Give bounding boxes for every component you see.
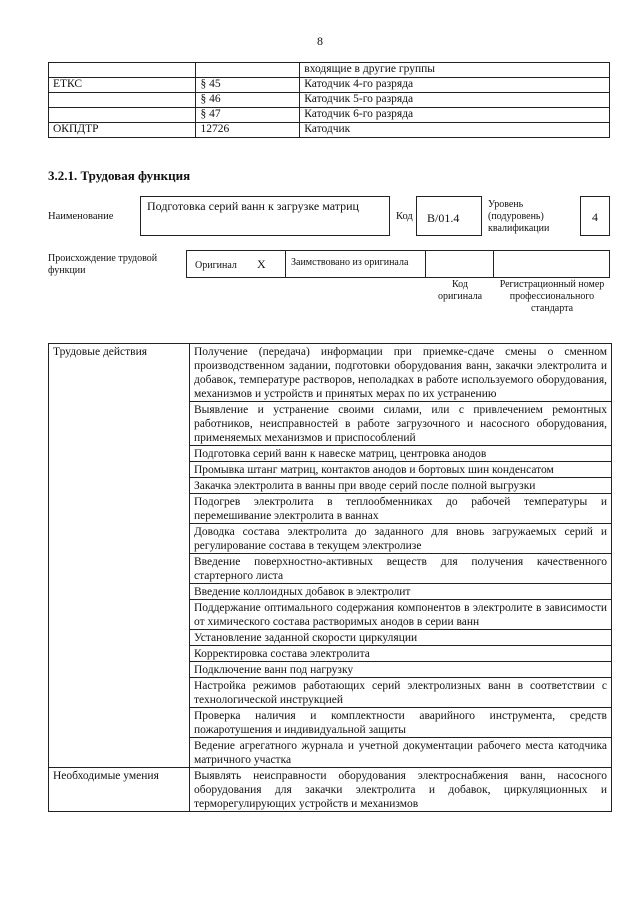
classification-code: § 47: [196, 108, 300, 123]
labor-action-item: Выявление и устранение своими силами, или с привлечением ремонтных работников, неисправностей в работе загрузочного и насосного оборудования, применяемых механизмов и приспособлений: [190, 402, 612, 446]
original-mark: X: [257, 257, 266, 271]
function-name-value: Подготовка серий ванн к загрузке матриц: [147, 199, 359, 213]
classification-title: входящие в другие группы: [300, 63, 610, 78]
labor-action-item: Подогрев электролита в теплообменниках до рабочей температуры и перемешивание электролита в ваннах: [190, 494, 612, 524]
name-label: Наименование: [48, 211, 114, 222]
classification-title: Катодчик 5-го разряда: [300, 93, 610, 108]
classification-name: ОКПДТР: [49, 123, 196, 138]
borrowed-box: [285, 250, 426, 278]
classification-code: 12726: [196, 123, 300, 138]
labor-action-item: Доводка состава электролита до заданного для вновь загружаемых серий и регулирование состава в текущем электролизе: [190, 524, 612, 554]
skill-item: Выявлять неисправности оборудования электроснабжения ванн, насосного оборудования для закачки электролита и добавок, циркуляционных и терморегулирующих устройств и механизмов: [190, 768, 612, 812]
labor-action-item: Корректировка состава электролита: [190, 646, 612, 662]
level-label: Уровень (подуровень) квалификации: [488, 199, 550, 234]
classification-code: § 45: [196, 78, 300, 93]
labor-action-item: Подключение ванн под нагрузку: [190, 662, 612, 678]
labor-action-item: Введение коллоидных добавок в электролит: [190, 584, 612, 600]
classification-code: § 46: [196, 93, 300, 108]
code-caption: Код оригинала: [437, 279, 483, 302]
borrowed-label: Заимствовано из оригинала: [291, 257, 409, 268]
classification-row: [49, 78, 610, 93]
labor-action-item: Ведение агрегатного журнала и учетной документации рабочего места катодчика матричного участка: [190, 738, 612, 768]
page-number: 8: [317, 34, 323, 48]
classification-row: [49, 93, 610, 108]
labor-action-item: Промывка штанг матриц, контактов анодов и бортовых шин конденсатом: [190, 462, 612, 478]
labor-action-item: Введение поверхностно-активных веществ для получения качественного стартерного листа: [190, 554, 612, 584]
labor-action-item: Подготовка серий ванн к навеске матриц, центровка анодов: [190, 446, 612, 462]
function-name-box: [140, 196, 390, 236]
code-label: Код: [396, 211, 413, 222]
classification-row: [49, 63, 610, 78]
classification-row: [49, 108, 610, 123]
labor-action-item: Установление заданной скорости циркуляции: [190, 630, 612, 646]
labor-action-item: Получение (передача) информации при приемке-сдаче смены о сменном производственном задании, подготовки оборудования ванн, закачки электролита и добавок, температуре растворов, неполадках в работе используемого оборудования, механизмов и устройств и принятых мерах по их устранению: [190, 344, 612, 402]
classification-title: Катодчик 4-го разряда: [300, 78, 610, 93]
level-box: [580, 196, 610, 236]
code-box: [416, 196, 482, 236]
code-value: В/01.4: [427, 211, 460, 225]
classification-name: [49, 63, 196, 78]
original-code-box: [425, 250, 494, 278]
classification-name: [49, 108, 196, 123]
classification-row: [49, 123, 610, 138]
section-title: 3.2.1. Трудовая функция: [48, 168, 191, 183]
labor-action-item: Закачка электролита в ванны при вводе серий после полной выгрузки: [190, 478, 612, 494]
classification-code: [196, 63, 300, 78]
origin-label: Происхождение трудовой функции: [48, 253, 158, 276]
labor-action-item: Поддержание оптимального содержания компонентов в электролите в зависимости от химического состава растворимых анодов в серии ванн: [190, 600, 612, 630]
classification-name: ЕТКС: [49, 78, 196, 93]
labor-action-item: Проверка наличия и комплектности аварийного инструмента, средств пожаротушения и индивидуальной защиты: [190, 708, 612, 738]
table-row: [49, 344, 612, 402]
reg-number-box: [493, 250, 610, 278]
original-label: Оригинал: [195, 260, 237, 271]
level-value: 4: [592, 210, 598, 224]
function-details-table: [48, 343, 612, 812]
classification-table: [48, 62, 610, 138]
table-row: [49, 768, 612, 812]
classification-name: [49, 93, 196, 108]
reg-caption: Регистрационный номер профессионального стандарта: [499, 279, 605, 314]
classification-title: Катодчик 6-го разряда: [300, 108, 610, 123]
labor-action-item: Настройка режимов работающих серий электролизных ванн в соответствии с технологической инструкцией: [190, 678, 612, 708]
original-box: [186, 250, 286, 278]
labor-action-label: Трудовые действия: [49, 344, 190, 768]
skill-label: Необходимые умения: [49, 768, 190, 812]
classification-title: Катодчик: [300, 123, 610, 138]
